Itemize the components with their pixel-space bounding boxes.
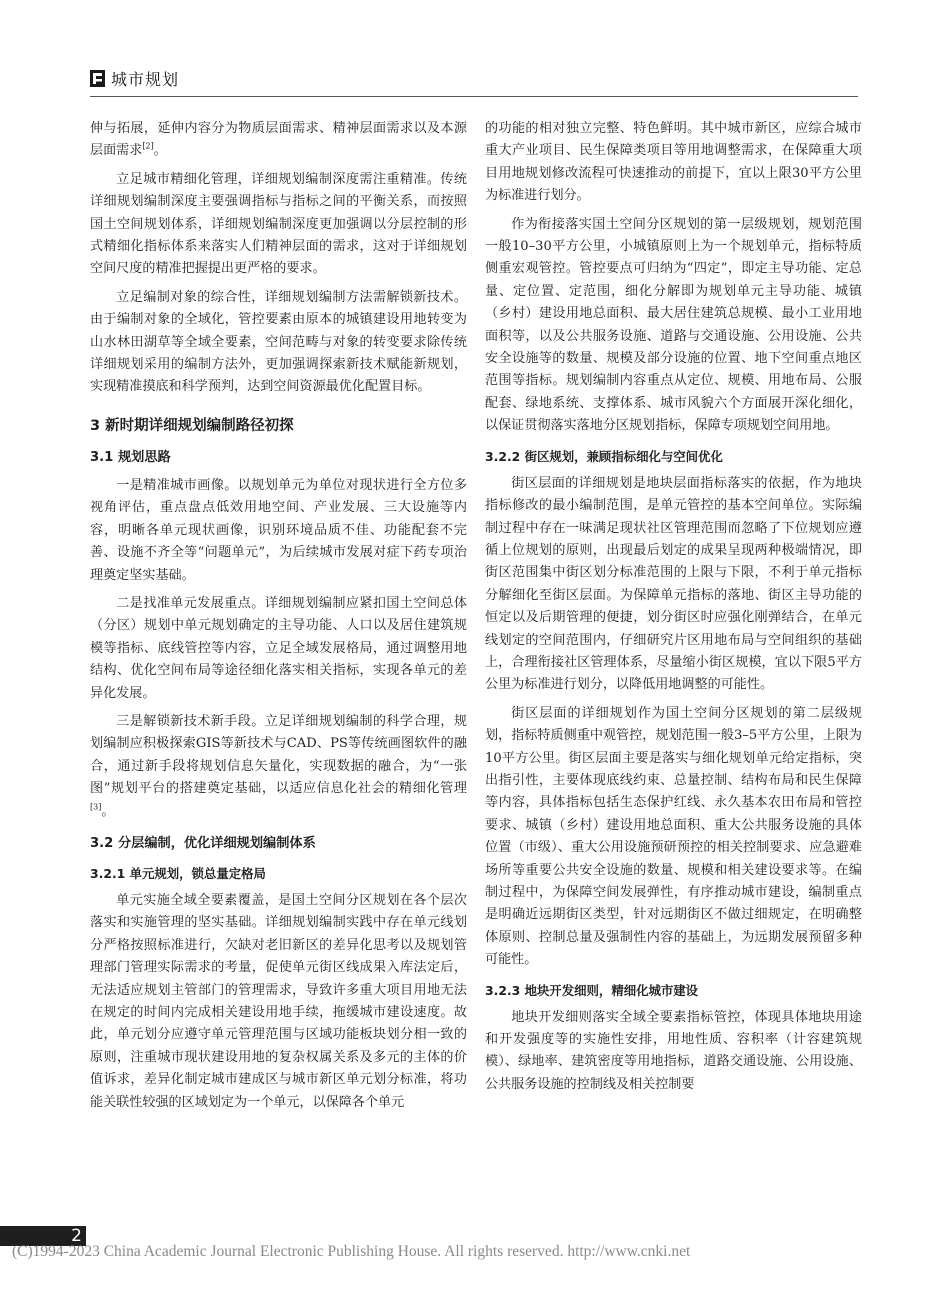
subsubsection-heading: 3.2.3 地块开发细则，精细化城市建设 — [485, 982, 699, 998]
running-header — [90, 66, 179, 90]
subsection-heading: 3.1 规划思路 — [90, 449, 171, 465]
left-column — [90, 118, 467, 1120]
journal-name: 城市规划 — [111, 69, 180, 89]
citation-ref[interactable]: [3] — [90, 802, 102, 812]
paragraph: 二是找准单元发展重点。详细规划编制应紧扣国土空间总体（分区）规划中单元规划确定的主导功能、人口以及居住建筑规模等指标、底线管控等内容，立足全域发展格局，通过调整用地结构、优化空间布局等途径细化落实相关指标，实现各单元的差异化发展。 — [90, 595, 467, 701]
header-divider — [90, 96, 858, 97]
copyright-line: (C)1994-2023 China Academic Journal Electronic Publishing House. All rights reserved. http://www.cnki.net — [12, 1243, 691, 1260]
paragraph: 街区层面的详细规划是地块层面指标落实的依据，作为地块指标修改的最小编制范围，是单元管控的基本空间单位。实际编制过程中存在一味满足现状社区管理范围而忽略了下位规划应遵循上位规划的原则，出现最后划定的成果呈现两种极端情况，即街区范围集中街区划分标准范围的上限与下限，不利于单元指标分解细化至街区层面。为保障单元指标的落地、街区主导功能的恒定以及后期管理的便捷，划分街区时应强化刚弹结合，在单元线划定的空间范围内，仔细研究片区用地布局与空间组织的基础上，合理衔接社区管理体系，尽量缩小街区规模，宜以下限5平方公里为标准进行划分，以降低用地调整的可能性。 — [485, 475, 862, 693]
subsection-heading: 3.2 分层编制，优化详细规划编制体系 — [90, 835, 316, 851]
page-number: 2 — [0, 1226, 86, 1246]
paragraph: 街区层面的详细规划作为国土空间分区规划的第二层级规划，指标特质侧重中观管控，规划范围一般3–5平方公里，上限为10平方公里。街区层面主要是落实与细化规划单元给定指标，突出指引性，主要体现底线约束、总量控制、结构布局和民生保障等内容，具体指标包括生态保护红线、永久基本农田布局和管控要求、城镇（乡村）建设用地总面积、重大公共服务设施的具体位置（市级）、重大公用设施预研预控的相关控制要求、应急避难场所等重要公共安全设施的数量、规模和相关建设要求等。在编制过程中，为保障空间发展弹性，有序推动城市建设，编制重点是明确近远期街区类型，针对远期街区不做过细规定，在明确整体原则、控制总量及强制性内容的基础上，为远期发展预留多种可能性。 — [485, 705, 862, 968]
paragraph: 作为衔接落实国土空间分区规划的第一层级规划，规划范围一般10–30平方公里，小城镇原则上为一个规划单元，指标特质侧重宏观管控。管控要点可归纳为“四定”，即定主导功能、定总量、定位置、定范围，细化分解即为规划单元主导功能、城镇（乡村）建设用地总面积、最大居住建筑总规模、最小工业用地面积等，以及公共服务设施、道路与交通设施、公用设施、公共安全设施等的数量、规模及部分设施的位置、地下空间重点地区范围等指标。规划编制内容重点从定位、规模、用地布局、公服配套、绿地系统、支撑体系、城市风貌六个方面展开深化细化，以保证贯彻落实落地分区规划指标，保障专项规划空间用地。 — [485, 216, 862, 434]
paragraph: 的功能的相对独立完整、特色鲜明。其中城市新区，应综合城市重大产业项目、民生保障类项目等用地调整需求，在保障重大项目用地规划修改流程可快速推动的前提下，宜以上限30平方公里为标准进行划分。 — [485, 121, 862, 204]
paragraph: 立足编制对象的综合性，详细规划编制方法需解锁新技术。由于编制对象的全域化，管控要素由原本的城镇建设用地转变为山水林田湖草等全域全要素，空间范畴与对象的转变要求除传统详细规划采用的编制方法外，更加强调探索新技术赋能新规划，实现精准摸底和科学预判，达到空间资源最优化配置目标。 — [90, 289, 467, 395]
paragraph: 立足城市精细化管理，详细规划编制深度需注重精准。传统详细规划编制深度主要强调指标与指标之间的平衡关系，而按照国土空间规划体系，详细规划编制深度更加强调以分层控制的形式精细化指标体系来落实人们精神层面的需求，这对于详细规划空间尺度的精准把握提出更严格的要求。 — [90, 171, 467, 277]
journal-logo-icon — [90, 70, 105, 87]
paragraph: 伸与拓展，延伸内容分为物质层面需求、精神层面需求以及本源层面需求[2]。 — [90, 121, 467, 159]
citation-ref[interactable]: [2] — [142, 142, 154, 152]
section-heading: 3 新时期详细规划编制路径初探 — [90, 417, 294, 434]
subsubsection-heading: 3.2.1 单元规划，锁总量定格局 — [90, 865, 266, 881]
subsubsection-heading: 3.2.2 街区规划，兼顾指标细化与空间优化 — [485, 448, 723, 464]
paragraph: 地块开发细则落实全域全要素指标管控，体现具体地块用途和开发强度等的实施性安排，用地性质、容积率（计容建筑规模）、绿地率、建筑密度等用地指标，道路交通设施、公用设施、公共服务设施的控制线及相关控制要 — [485, 1009, 862, 1092]
paragraph: 三是解锁新技术新手段。立足详细规划编制的科学合理，规划编制应积极探索GIS等新技术与CAD、PS等传统画图软件的融合，通过新手段将规划信息矢量化，实现数据的融合，为“一张图”规划平台的搭建奠定基础，以适应信息化社会的精细化管理[3]。 — [90, 713, 467, 819]
paragraph: 一是精准城市画像。以规划单元为单位对现状进行全方位多视角评估，重点盘点低效用地空间、产业发展、三大设施等内容，明晰各单元现状画像，识别环境品质不佳、功能配套不完善、设施不齐全等“问题单元”，为后续城市发展对症下药专项治理奠定坚实基础。 — [90, 477, 467, 583]
right-column — [485, 118, 862, 1102]
paragraph: 单元实施全域全要素覆盖，是国土空间分区规划在各个层次落实和实施管理的坚实基础。详细规划编制实践中存在单元线划分严格按照标准进行，欠缺对老旧新区的差异化思考以及规划管理部门管理实际需求的考量，促使单元街区线成果入库法定后，无法适应规划主管部门的管理需求，导致许多重大项目用地无法在规定的时间内完成相关建设用地手续，拖缓城市建设速度。故此，单元划分应遵守单元管理范围与区域功能板块划分相一致的原则，注重城市现状建设用地的复杂权属关系及多元的主体的价值诉求，差异化制定城市建成区与城市新区单元划分标准，将功能关联性较强的区域划定为一个单元，以保障各个单元 — [90, 892, 467, 1110]
